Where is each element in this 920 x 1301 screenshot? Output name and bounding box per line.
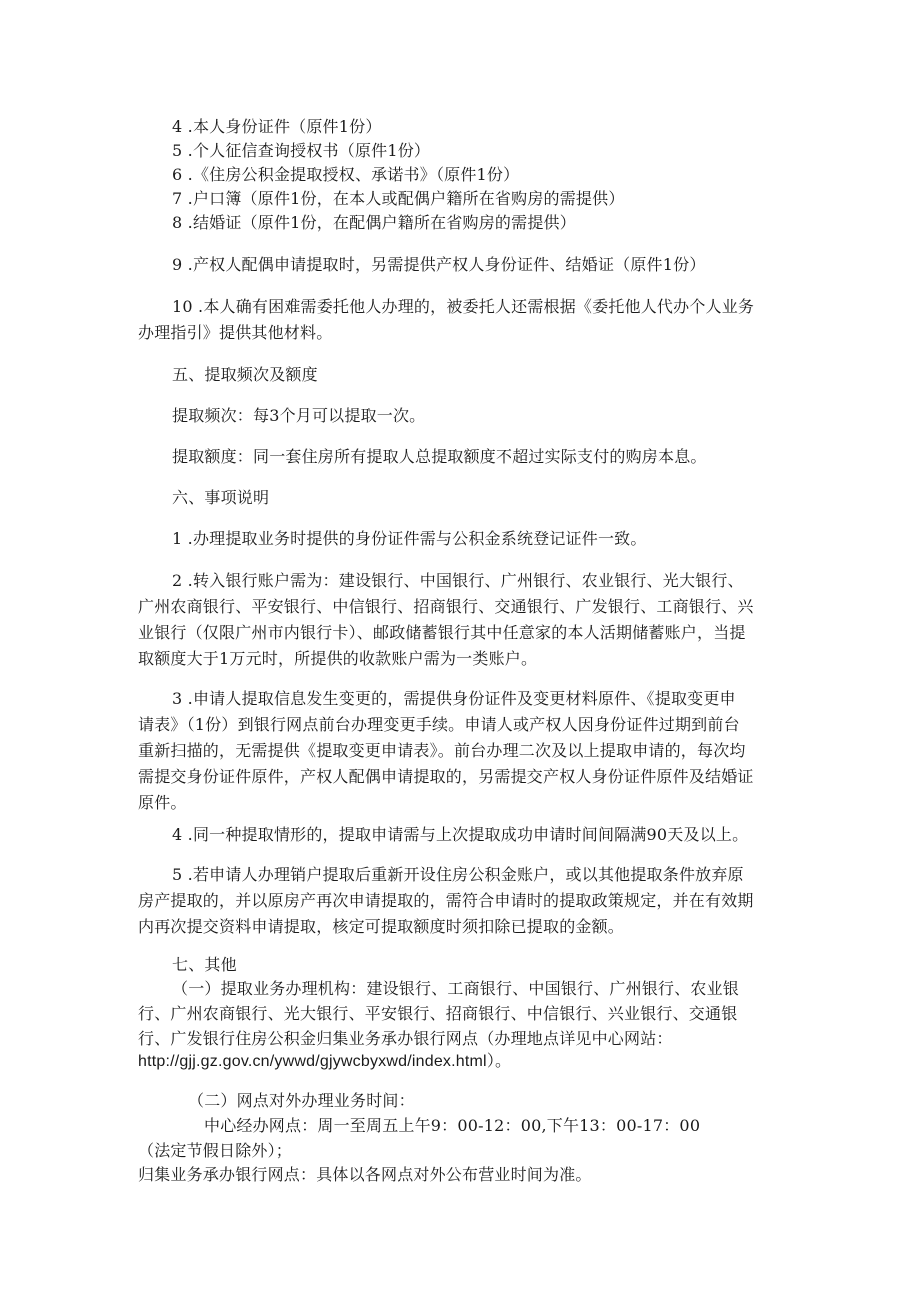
material-item-9: 9 .产权人配偶申请提取时，另需提供产权人身份证件、结婚证（原件1份） <box>172 255 706 274</box>
org-line: （一）提取业务办理机构：建设银行、工商银行、中国银行、广州银行、农业银 <box>172 979 740 998</box>
material-item-5: 5 .个人征信查询授权书（原件1份） <box>172 141 431 160</box>
material-item-10-line1: 10 .本人确有困难需委托他人办理的，被委托人还需根据《委托他人代办个人业务 <box>172 297 755 316</box>
center-office-hours: 中心经办网点：周一至周五上午9：00-12：00,下午13：00-17：00 <box>204 1116 701 1135</box>
note-3-line: 请表》（1份）到银行网点前台办理变更手续。申请人或产权人因身份证件过期到前台 <box>138 715 740 734</box>
center-office-hours-note: （法定节假日除外）； <box>138 1141 293 1160</box>
org-line: 行、广发银行住房公积金归集业务承办银行网点（办理地点详见中心网站： <box>138 1029 673 1048</box>
note-2-line: 业银行（仅限广州市内银行卡）、邮政储蓄银行其中任意家的本人活期储蓄账户，当提 <box>138 623 746 642</box>
bank-branch-hours: 归集业务承办银行网点：具体以各网点对外公布营业时间为准。 <box>138 1165 592 1184</box>
note-2-line: 取额度大于1万元时，所提供的收款账户需为一类账户。 <box>138 649 538 668</box>
note-2-line: 2 .转入银行账户需为：建设银行、中国银行、广州银行、农业银行、光大银行、 <box>172 571 744 590</box>
material-item-6: 6 .《住房公积金提取授权、承诺书》（原件1份） <box>172 165 520 184</box>
org-url-line <box>138 1050 511 1073</box>
note-5-line: 内再次提交资料申请提取，核定可提取额度时须扣除已提取的金额。 <box>138 917 625 936</box>
note-1: 1 .办理提取业务时提供的身份证件需与公积金系统登记证件一致。 <box>172 529 647 548</box>
hours-heading: （二）网点对外办理业务时间： <box>188 1091 415 1110</box>
section-5-heading: 五、提取频次及额度 <box>172 365 318 384</box>
withdrawal-frequency: 提取频次：每3个月可以提取一次。 <box>172 406 426 425</box>
note-3-line: 3 .申请人提取信息发生变更的，需提供身份证件及变更材料原件、《提取变更申 <box>172 689 736 708</box>
material-item-4: 4 .本人身份证件（原件1份） <box>172 117 382 136</box>
note-4: 4 .同一种提取情形的，提取申请需与上次提取成功申请时间间隔满90天及以上。 <box>172 825 749 844</box>
note-5-line: 5 .若申请人办理销户提取后重新开设住房公积金账户，或以其他提取条件放弃原 <box>172 865 744 884</box>
note-3-line: 需提交身份证件原件，产权人配偶申请提取的，另需提交产权人身份证件原件及结婚证 <box>138 767 754 786</box>
material-item-7: 7 .户口簿（原件1份，在本人或配偶户籍所在省购房的需提供） <box>172 189 625 208</box>
section-7-heading: 七、其他 <box>172 955 237 974</box>
material-item-8: 8 .结婚证（原件1份，在配偶户籍所在省购房的需提供） <box>172 213 576 232</box>
section-6-heading: 六、事项说明 <box>172 488 270 507</box>
note-3-line: 重新扫描的，无需提供《提取变更申请表》。前台办理二次及以上提取申请的，每次均 <box>138 741 746 760</box>
note-5-line: 房产提取的，并以原房产再次申请提取的，需符合申请时的提取政策规定，并在有效期 <box>138 891 754 910</box>
note-2-line: 广州农商银行、平安银行、中信银行、招商银行、交通银行、广发银行、工商银行、兴 <box>138 597 754 616</box>
org-url-suffix: ）。 <box>486 1051 512 1070</box>
center-website-link[interactable]: http://gjj.gz.gov.cn/ywwd/gjywcbyxwd/index.html <box>138 1053 487 1070</box>
withdrawal-amount: 提取额度：同一套住房所有提取人总提取额度不超过实际支付的购房本息。 <box>172 447 707 466</box>
org-line: 行、广州农商银行、光大银行、平安银行、招商银行、中信银行、兴业银行、交通银 <box>138 1004 738 1023</box>
note-3-line: 原件。 <box>138 793 187 812</box>
material-item-10-line2: 办理指引》提供其他材料。 <box>138 323 333 342</box>
